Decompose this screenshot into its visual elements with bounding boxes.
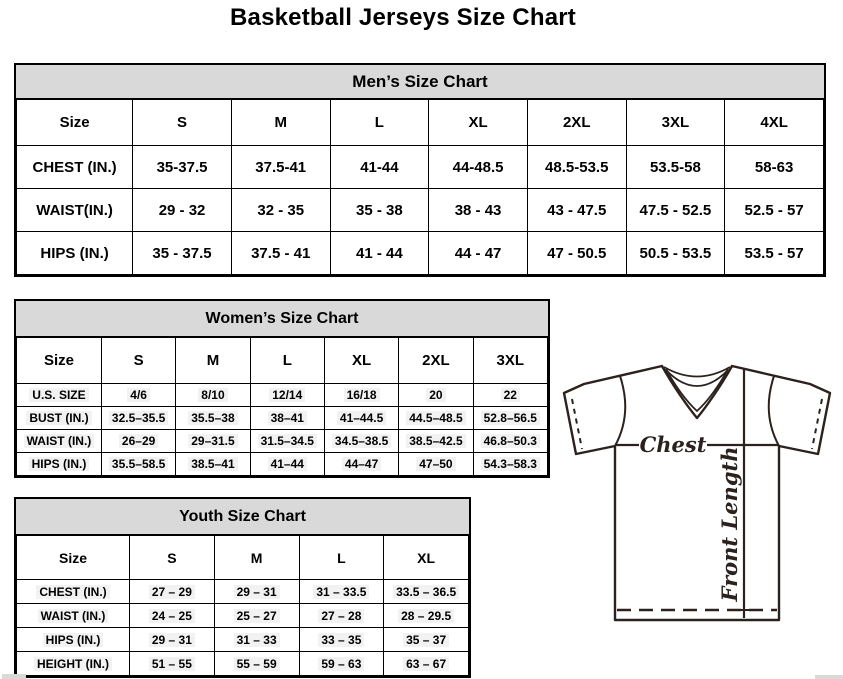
table-cell: 38.5–42.5 [399, 430, 473, 453]
column-header: XL [429, 100, 528, 146]
column-header: 2XL [399, 338, 473, 384]
page-title: Basketball Jerseys Size Chart [230, 4, 576, 31]
table-cell: 31 – 33.5 [299, 580, 384, 604]
table-cell: 24 – 25 [130, 604, 215, 628]
table-cell: 53.5-58 [626, 146, 725, 189]
table-row [17, 430, 548, 453]
table-cell: 35.5–38 [176, 407, 250, 430]
table-cell: 4/6 [101, 384, 175, 407]
scrollbar-fragment-left [2, 674, 26, 679]
row-label: BUST (IN.) [17, 407, 102, 430]
column-header: L [250, 338, 324, 384]
column-header: 3XL [626, 100, 725, 146]
table-cell: 55 – 59 [214, 652, 299, 676]
table-header-row [17, 100, 824, 146]
youth-chart-grid [16, 535, 469, 676]
table-cell: 29 – 31 [130, 628, 215, 652]
table-cell: 41–44.5 [324, 407, 398, 430]
mens-size-chart-table [14, 63, 826, 277]
table-row [17, 652, 469, 676]
column-header: L [330, 100, 429, 146]
table-cell: 44.5–48.5 [399, 407, 473, 430]
womens-chart-grid [16, 337, 548, 476]
column-header: XL [384, 536, 469, 580]
column-header: Size [17, 100, 133, 146]
table-cell: 29 - 32 [133, 189, 232, 232]
column-header: XL [324, 338, 398, 384]
table-cell: 37.5 - 41 [231, 232, 330, 275]
table-cell: 31.5–34.5 [250, 430, 324, 453]
column-header: 4XL [725, 100, 824, 146]
table-cell: 12/14 [250, 384, 324, 407]
table-cell: 54.3–58.3 [473, 453, 547, 476]
column-header: S [101, 338, 175, 384]
row-label: HIPS (IN.) [17, 628, 130, 652]
chest-label: Chest [639, 432, 707, 457]
table-cell: 32.5–35.5 [101, 407, 175, 430]
table-row [17, 189, 824, 232]
row-label: WAIST (IN.) [17, 604, 130, 628]
table-cell: 26–29 [101, 430, 175, 453]
table-cell: 52.5 - 57 [725, 189, 824, 232]
table-cell: 59 – 63 [299, 652, 384, 676]
table-cell: 33.5 – 36.5 [384, 580, 469, 604]
column-header: M [231, 100, 330, 146]
table-cell: 38–41 [250, 407, 324, 430]
youth-chart-header: Youth Size Chart [16, 499, 469, 535]
table-header-row [17, 338, 548, 384]
table-row [17, 407, 548, 430]
table-cell: 38.5–41 [176, 453, 250, 476]
table-cell: 33 – 35 [299, 628, 384, 652]
mens-chart-header: Men’s Size Chart [16, 65, 824, 99]
table-cell: 41 - 44 [330, 232, 429, 275]
table-row [17, 146, 824, 189]
table-cell: 29–31.5 [176, 430, 250, 453]
table-cell: 47.5 - 52.5 [626, 189, 725, 232]
table-cell: 16/18 [324, 384, 398, 407]
row-label: WAIST (IN.) [17, 430, 102, 453]
table-cell: 20 [399, 384, 473, 407]
table-cell: 34.5–38.5 [324, 430, 398, 453]
table-cell: 52.8–56.5 [473, 407, 547, 430]
table-row [17, 580, 469, 604]
youth-size-chart-table [14, 497, 471, 678]
table-cell: 22 [473, 384, 547, 407]
jersey-diagram [556, 356, 842, 641]
table-cell: 35 - 37.5 [133, 232, 232, 275]
table-row [17, 453, 548, 476]
table-cell: 50.5 - 53.5 [626, 232, 725, 275]
column-header: M [176, 338, 250, 384]
table-cell: 38 - 43 [429, 189, 528, 232]
table-row [17, 604, 469, 628]
womens-size-chart-table [14, 299, 550, 478]
table-cell: 8/10 [176, 384, 250, 407]
table-cell: 35-37.5 [133, 146, 232, 189]
table-cell: 53.5 - 57 [725, 232, 824, 275]
table-cell: 35 - 38 [330, 189, 429, 232]
table-cell: 43 - 47.5 [527, 189, 626, 232]
row-label: WAIST(IN.) [17, 189, 133, 232]
table-cell: 25 – 27 [214, 604, 299, 628]
table-cell: 41–44 [250, 453, 324, 476]
column-header: S [133, 100, 232, 146]
front-length-label: Front Length [717, 446, 742, 602]
column-header: Size [17, 536, 130, 580]
table-cell: 35 – 37 [384, 628, 469, 652]
jersey-outline [564, 366, 830, 620]
column-header: L [299, 536, 384, 580]
womens-chart-header: Women’s Size Chart [16, 301, 548, 337]
table-row [17, 384, 548, 407]
column-header: M [214, 536, 299, 580]
row-label: CHEST (IN.) [17, 580, 130, 604]
column-header: S [130, 536, 215, 580]
table-cell: 29 – 31 [214, 580, 299, 604]
mens-chart-grid [16, 99, 824, 275]
row-label: U.S. SIZE [17, 384, 102, 407]
table-cell: 47–50 [399, 453, 473, 476]
column-header: 2XL [527, 100, 626, 146]
scrollbar-fragment-right [815, 675, 843, 679]
column-header: Size [17, 338, 102, 384]
table-cell: 32 - 35 [231, 189, 330, 232]
table-row [17, 232, 824, 275]
row-label: CHEST (IN.) [17, 146, 133, 189]
column-header: 3XL [473, 338, 547, 384]
row-label: HIPS (IN.) [17, 232, 133, 275]
row-label: HIPS (IN.) [17, 453, 102, 476]
table-cell: 51 – 55 [130, 652, 215, 676]
table-row [17, 628, 469, 652]
table-cell: 31 – 33 [214, 628, 299, 652]
table-cell: 27 – 29 [130, 580, 215, 604]
table-cell: 47 - 50.5 [527, 232, 626, 275]
table-cell: 46.8–50.3 [473, 430, 547, 453]
table-cell: 58-63 [725, 146, 824, 189]
table-cell: 44-48.5 [429, 146, 528, 189]
table-cell: 35.5–58.5 [101, 453, 175, 476]
table-cell: 44–47 [324, 453, 398, 476]
table-cell: 28 – 29.5 [384, 604, 469, 628]
table-cell: 48.5-53.5 [527, 146, 626, 189]
collar-arc [664, 367, 730, 377]
row-label: HEIGHT (IN.) [17, 652, 130, 676]
table-header-row [17, 536, 469, 580]
table-cell: 63 – 67 [384, 652, 469, 676]
table-cell: 27 – 28 [299, 604, 384, 628]
table-cell: 37.5-41 [231, 146, 330, 189]
table-cell: 44 - 47 [429, 232, 528, 275]
table-cell: 41-44 [330, 146, 429, 189]
